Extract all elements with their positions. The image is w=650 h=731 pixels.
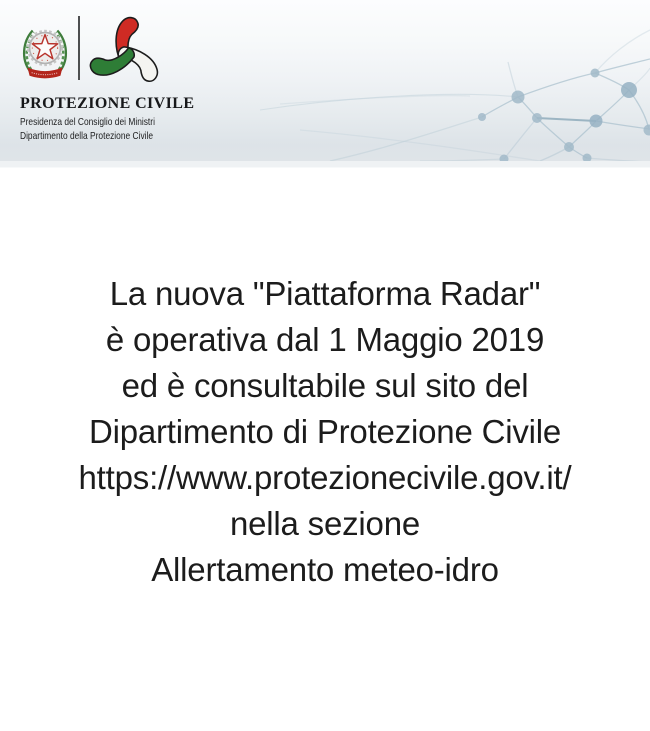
header-banner: [0, 0, 650, 161]
site-url-link[interactable]: https://www.protezionecivile.gov.it/: [78, 459, 572, 496]
protezione-civile-logo-icon: [88, 10, 164, 88]
brand-block: [20, 10, 194, 143]
announcement-line: nella sezione: [229, 505, 421, 542]
org-subtitle-line2: Dipartimento della Protezione Civile: [20, 129, 154, 142]
header-bottom-strip: [0, 161, 650, 168]
announcement-line: è operativa dal 1 Maggio 2019: [105, 321, 545, 358]
italian-republic-emblem-icon: [20, 13, 70, 85]
announcement-line: Dipartimento di Protezione Civile: [88, 413, 562, 450]
announcement-line: Allertamento meteo-idro: [151, 551, 499, 588]
announcement-line: ed è consultabile sul sito del: [121, 367, 529, 404]
logo-divider: [78, 16, 80, 80]
org-name: PROTEZIONE CIVILE: [20, 95, 195, 112]
org-subtitle-line1: Presidenza del Consiglio dei Ministri: [20, 116, 155, 128]
announcement-line: La nuova "Piattaforma Radar": [109, 275, 541, 312]
org-subtitle: [20, 116, 160, 143]
announcement: [0, 168, 650, 593]
